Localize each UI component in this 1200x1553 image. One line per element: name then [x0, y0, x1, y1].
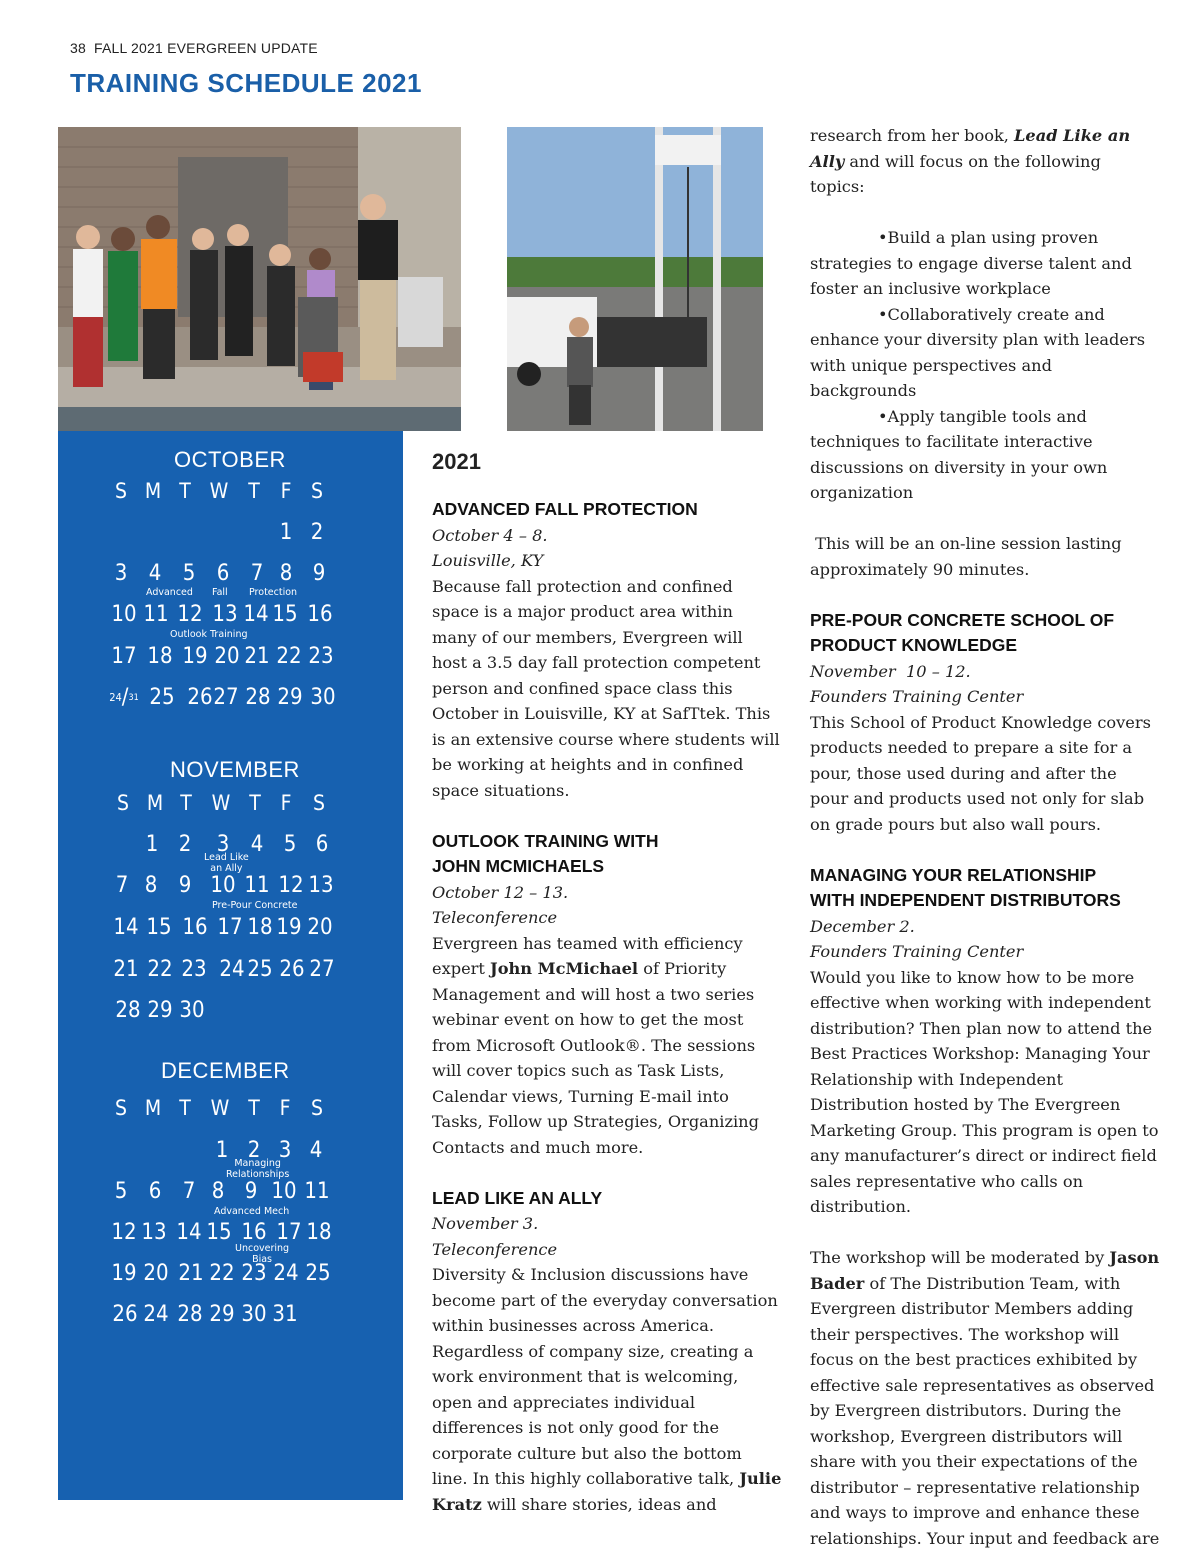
calendar-day: 3 [114, 561, 128, 586]
calendar-day-split [106, 686, 142, 710]
calendar-day: 3 [278, 1138, 292, 1163]
equipment-demo-illustration [507, 127, 763, 431]
event-title-line: PRODUCT KNOWLEDGE [810, 635, 1018, 655]
calendar-day: 30 [310, 685, 336, 710]
calendar-day: 7 [250, 561, 264, 586]
calendar-day: 17 [111, 644, 137, 669]
calendar-day: 3 [216, 832, 230, 857]
calendar-day: 21 [244, 644, 270, 669]
presenter-name: John McMichael [490, 959, 639, 978]
november-title: NOVEMBER [170, 757, 300, 782]
event-title-line: PRE-POUR CONCRETE SCHOOL OF [810, 609, 1115, 630]
event-note-outlook-training: Outlook Training [170, 629, 248, 640]
calendar-day: 9 [244, 1179, 258, 1204]
event-description: Evergreen has teamed with efficiency expert John McMichael of Priority Management and will host a two series webinar event on how to get the most from Microsoft Outlook®. The sessions will cover topics such as Task Lists, Calendar views, Turning E-mail into Tasks, Follow up Strategies, Organizing Contacts and much more. [432, 933, 759, 1157]
calendar-day: 31 [272, 1302, 298, 1327]
calendar-day: 4 [250, 832, 264, 857]
event-date: December 2. [810, 916, 915, 936]
event-note-fall: Fall [212, 587, 228, 598]
dow-sunday: S [115, 479, 127, 503]
calendar-day: 8 [211, 1179, 225, 1204]
topic-bullet: •Apply tangible tools and techniques to facilitate interactive discussions on diversity in your own organization [810, 406, 1108, 502]
calendar-day: 10 [210, 873, 236, 898]
calendar-day: 1 [279, 520, 293, 545]
calendar-day: 10 [111, 602, 137, 627]
event-location: Louisville, KY [432, 551, 544, 570]
calendar-day: 18 [247, 915, 273, 940]
page-number: 38 [70, 40, 86, 56]
calendar-day: 24 [143, 1302, 169, 1327]
schedule-column-middle [432, 447, 782, 1517]
calendar-day: 7 [115, 873, 129, 898]
online-session-note: This will be an on-line session lasting approximately 90 minutes. [810, 534, 1127, 579]
calendar-day: 26 [187, 685, 213, 710]
calendar-day: 29 [209, 1302, 235, 1327]
event-note-text: Lead Like an Ally [204, 852, 249, 874]
split-day-top: 24 [109, 691, 122, 704]
dow-friday: F [280, 791, 292, 815]
calendar-day: 17 [217, 915, 243, 940]
calendar-day: 11 [143, 602, 169, 627]
running-header [70, 40, 326, 56]
dow-tuesday: T [179, 479, 191, 503]
dow-saturday: S [311, 1096, 323, 1120]
event-location: Teleconference [432, 1239, 558, 1259]
calendar-day: 14 [243, 602, 269, 627]
dow-friday: F [280, 479, 292, 503]
dow-tuesday: T [179, 1096, 191, 1120]
calendar-day: 28 [245, 685, 271, 710]
calendar-day: 6 [216, 561, 230, 586]
calendar-day: 16 [182, 915, 208, 940]
event-note-text: Managing Relationships [226, 1158, 290, 1180]
event-location: Teleconference [432, 908, 558, 927]
calendar-day: 11 [304, 1179, 330, 1204]
calendar-day: 1 [145, 832, 159, 857]
event-note-managing-relationships [226, 1158, 289, 1180]
calendar-day: 7 [182, 1179, 196, 1204]
calendar-day: 27 [213, 685, 239, 710]
equipment-demo-photo [507, 127, 763, 431]
topic-bullet: •Build a plan using proven strategies to engage diverse talent and foster an inclusive workplace [810, 228, 1132, 298]
training-group-photo [58, 127, 461, 431]
calendar-day: 23 [241, 1261, 267, 1286]
dow-wednesday: W [211, 791, 231, 815]
calendar-day: 5 [283, 832, 297, 857]
calendar-day: 18 [306, 1220, 332, 1245]
calendar-day: 6 [148, 1179, 162, 1204]
event-note-protection: Protection [249, 587, 298, 598]
event-description: This School of Product Knowledge covers products needed to prepare a site for a pour, those used during and after the pour and products used not only for slab on grade pours but also wall pours. [810, 712, 1151, 834]
calendar-day: 11 [244, 873, 270, 898]
dow-wednesday: W [209, 479, 229, 503]
event-date: October 12 – 13. [432, 882, 569, 902]
training-group-illustration [58, 127, 461, 431]
calendar-panel [58, 431, 403, 1500]
dow-monday: M [144, 1096, 162, 1120]
calendar-day: 2 [178, 832, 192, 857]
calendar-day: 14 [176, 1220, 202, 1245]
calendar-day: 29 [147, 998, 173, 1023]
calendar-day: 23 [308, 644, 334, 669]
event-title-line: MANAGING YOUR RELATIONSHIP [810, 864, 1097, 885]
calendar-day: 24 [273, 1261, 299, 1286]
dow-wednesday: W [210, 1096, 230, 1120]
event-note-lead-like-an-ally [204, 852, 249, 874]
calendar-day: 21 [178, 1261, 204, 1286]
calendar-day: 13 [141, 1220, 167, 1245]
calendar-day: 28 [177, 1302, 203, 1327]
calendar-day: 24 [219, 957, 245, 982]
page-title: TRAINING SCHEDULE 2021 [70, 68, 422, 98]
calendar-day: 2 [310, 520, 324, 545]
calendar-day: 20 [214, 644, 240, 669]
calendar-day: 13 [308, 873, 334, 898]
dow-thursday: T [249, 791, 261, 815]
dow-monday: M [144, 479, 162, 503]
calendar-day: 12 [177, 602, 203, 627]
dow-tuesday: T [180, 791, 192, 815]
event-note-advanced-mech: Advanced Mech [214, 1206, 290, 1217]
calendar-day: 6 [315, 832, 329, 857]
calendar-day: 22 [147, 957, 173, 982]
calendar-day: 15 [206, 1220, 232, 1245]
split-day-bottom: 31 [128, 693, 139, 703]
calendar-day: 19 [182, 644, 208, 669]
calendar-day: 8 [279, 561, 293, 586]
event-date: October 4 – 8. [432, 525, 548, 545]
calendar-day: 12 [278, 873, 304, 898]
calendar-day: 4 [148, 561, 162, 586]
calendar-day: 28 [115, 998, 141, 1023]
calendar-day: 19 [111, 1261, 137, 1286]
event-note-pre-pour-concrete: Pre-Pour Concrete [212, 900, 298, 911]
event-advanced-fall-protection [432, 497, 782, 803]
calendar-day: 5 [182, 561, 196, 586]
calendar-day: 13 [212, 602, 238, 627]
calendar-day: 18 [147, 644, 173, 669]
event-description: Diversity & Inclusion discussions have become part of the everyday conversation within businesses across America. Regardless of company size, creating a work environment that is welcoming, open and appreciates individual differences is not only good for the corporate culture but also the bottom line. In this highly collaborative talk, Julie Kratz will share stories, ideas and [432, 1265, 782, 1514]
calendar-day: 30 [179, 998, 205, 1023]
topic-bullet: •Collaboratively create and enhance your diversity plan with leaders with unique perspectives and backgrounds [810, 304, 1146, 400]
book-title: Lead Like an Ally [810, 126, 1131, 171]
calendar-day: 2 [247, 1138, 261, 1163]
calendar-day: 17 [276, 1220, 302, 1245]
event-location: Founders Training Center [810, 942, 1024, 961]
event-description: Because fall protection and confined space is a major product area within many of our members, Evergreen will host a 3.5 day fall protection competent person and confined space class this October in Louisville, KY at SafTtek. This is an extensive course where students will be working at heights and in confined space situations. [432, 576, 780, 800]
event-pre-pour-concrete [810, 608, 1160, 838]
calendar-day: 15 [272, 602, 298, 627]
calendar-day: 8 [144, 873, 158, 898]
schedule-column-right [810, 123, 1160, 1551]
dow-friday: F [279, 1096, 291, 1120]
event-title-line: WITH INDEPENDENT DISTRIBUTORS [810, 890, 1121, 910]
calendar-day: 1 [215, 1138, 229, 1163]
event-title [810, 608, 1160, 659]
dow-thursday: T [248, 479, 260, 503]
event-note-advanced: Advanced [146, 587, 193, 598]
issue-name: FALL 2021 EVERGREEN UPDATE [93, 40, 318, 56]
event-description: The workshop will be moderated by Jason Bader of The Distribution Team, with Evergreen distributor Members adding their perspectives. The workshop will focus on the best practices exhibited by effective sale representatives as observed by Evergreen distributors. During the workshop, Evergreen distributors will share with you their expectations of the distributor – representative relationship and ways to improve and enhance these relationships. Your input and feedback are [810, 1248, 1160, 1548]
calendar-day: 25 [247, 957, 273, 982]
event-title: ADVANCED FALL PROTECTION [432, 499, 698, 519]
dow-saturday: S [311, 479, 323, 503]
calendar-day: 25 [149, 685, 175, 710]
calendar-day: 9 [178, 873, 192, 898]
dow-sunday: S [117, 791, 129, 815]
event-outlook-training [432, 829, 782, 1161]
split-day-slash: / [121, 685, 129, 710]
calendar-day: 21 [113, 957, 139, 982]
moderator-name: Jason Bader [810, 1248, 1160, 1293]
event-lead-like-an-ally [432, 1186, 782, 1518]
calendar-day: 23 [181, 957, 207, 982]
calendar-day: 27 [309, 957, 335, 982]
calendar-day: 22 [209, 1261, 235, 1286]
calendar-day: 15 [146, 915, 172, 940]
event-note-text: Uncovering Bias [235, 1243, 290, 1265]
event-date: November 3. [432, 1214, 539, 1233]
calendar-day: 20 [307, 915, 333, 940]
calendar-day: 19 [276, 915, 302, 940]
calendar-day: 22 [276, 644, 302, 669]
event-title-line: JOHN MCMICHAELS [432, 856, 605, 876]
event-title [432, 829, 782, 880]
calendar-day: 30 [241, 1302, 267, 1327]
calendar-day: 26 [279, 957, 305, 982]
event-date: November 10 – 12. [810, 661, 971, 681]
calendar-day: 9 [312, 561, 326, 586]
dow-sunday: S [115, 1096, 127, 1120]
event-managing-relationships [810, 863, 1160, 1552]
event-title: LEAD LIKE AN ALLY [432, 1187, 603, 1208]
calendar-day: 14 [113, 915, 139, 940]
ally-continued-text: research from her book, Lead Like an Ally and will focus on the following topics: [810, 126, 1131, 196]
calendar-day: 25 [305, 1261, 331, 1286]
event-title [810, 863, 1160, 914]
calendar-day: 29 [277, 685, 303, 710]
dow-monday: M [146, 791, 164, 815]
event-title-line: OUTLOOK TRAINING WITH [432, 830, 659, 851]
calendar-day: 12 [111, 1220, 137, 1245]
event-description: Would you like to know how to be more effective when working with independent distribution? Then plan now to attend the Best Practices Workshop: Managing Your Relationship with Independent Distribution hosted by The Evergreen Marketing Group. This program is open to any manufacturer’s direct or indirect field sales representative who calls on distribution. [810, 967, 1159, 1216]
schedule-year: 2021 [432, 449, 481, 474]
dow-thursday: T [248, 1096, 260, 1120]
december-title: DECEMBER [161, 1058, 290, 1083]
calendar-day: 10 [271, 1179, 297, 1204]
presenter-name: Julie Kratz [432, 1469, 782, 1514]
dow-saturday: S [313, 791, 325, 815]
october-title: OCTOBER [174, 447, 286, 472]
calendar-day: 16 [307, 602, 333, 627]
calendar-day: 26 [112, 1302, 138, 1327]
event-location: Founders Training Center [810, 687, 1024, 706]
calendar-day: 4 [309, 1138, 323, 1163]
calendar-day: 16 [241, 1220, 267, 1245]
calendar-day: 20 [143, 1261, 169, 1286]
calendar-day: 5 [114, 1179, 128, 1204]
